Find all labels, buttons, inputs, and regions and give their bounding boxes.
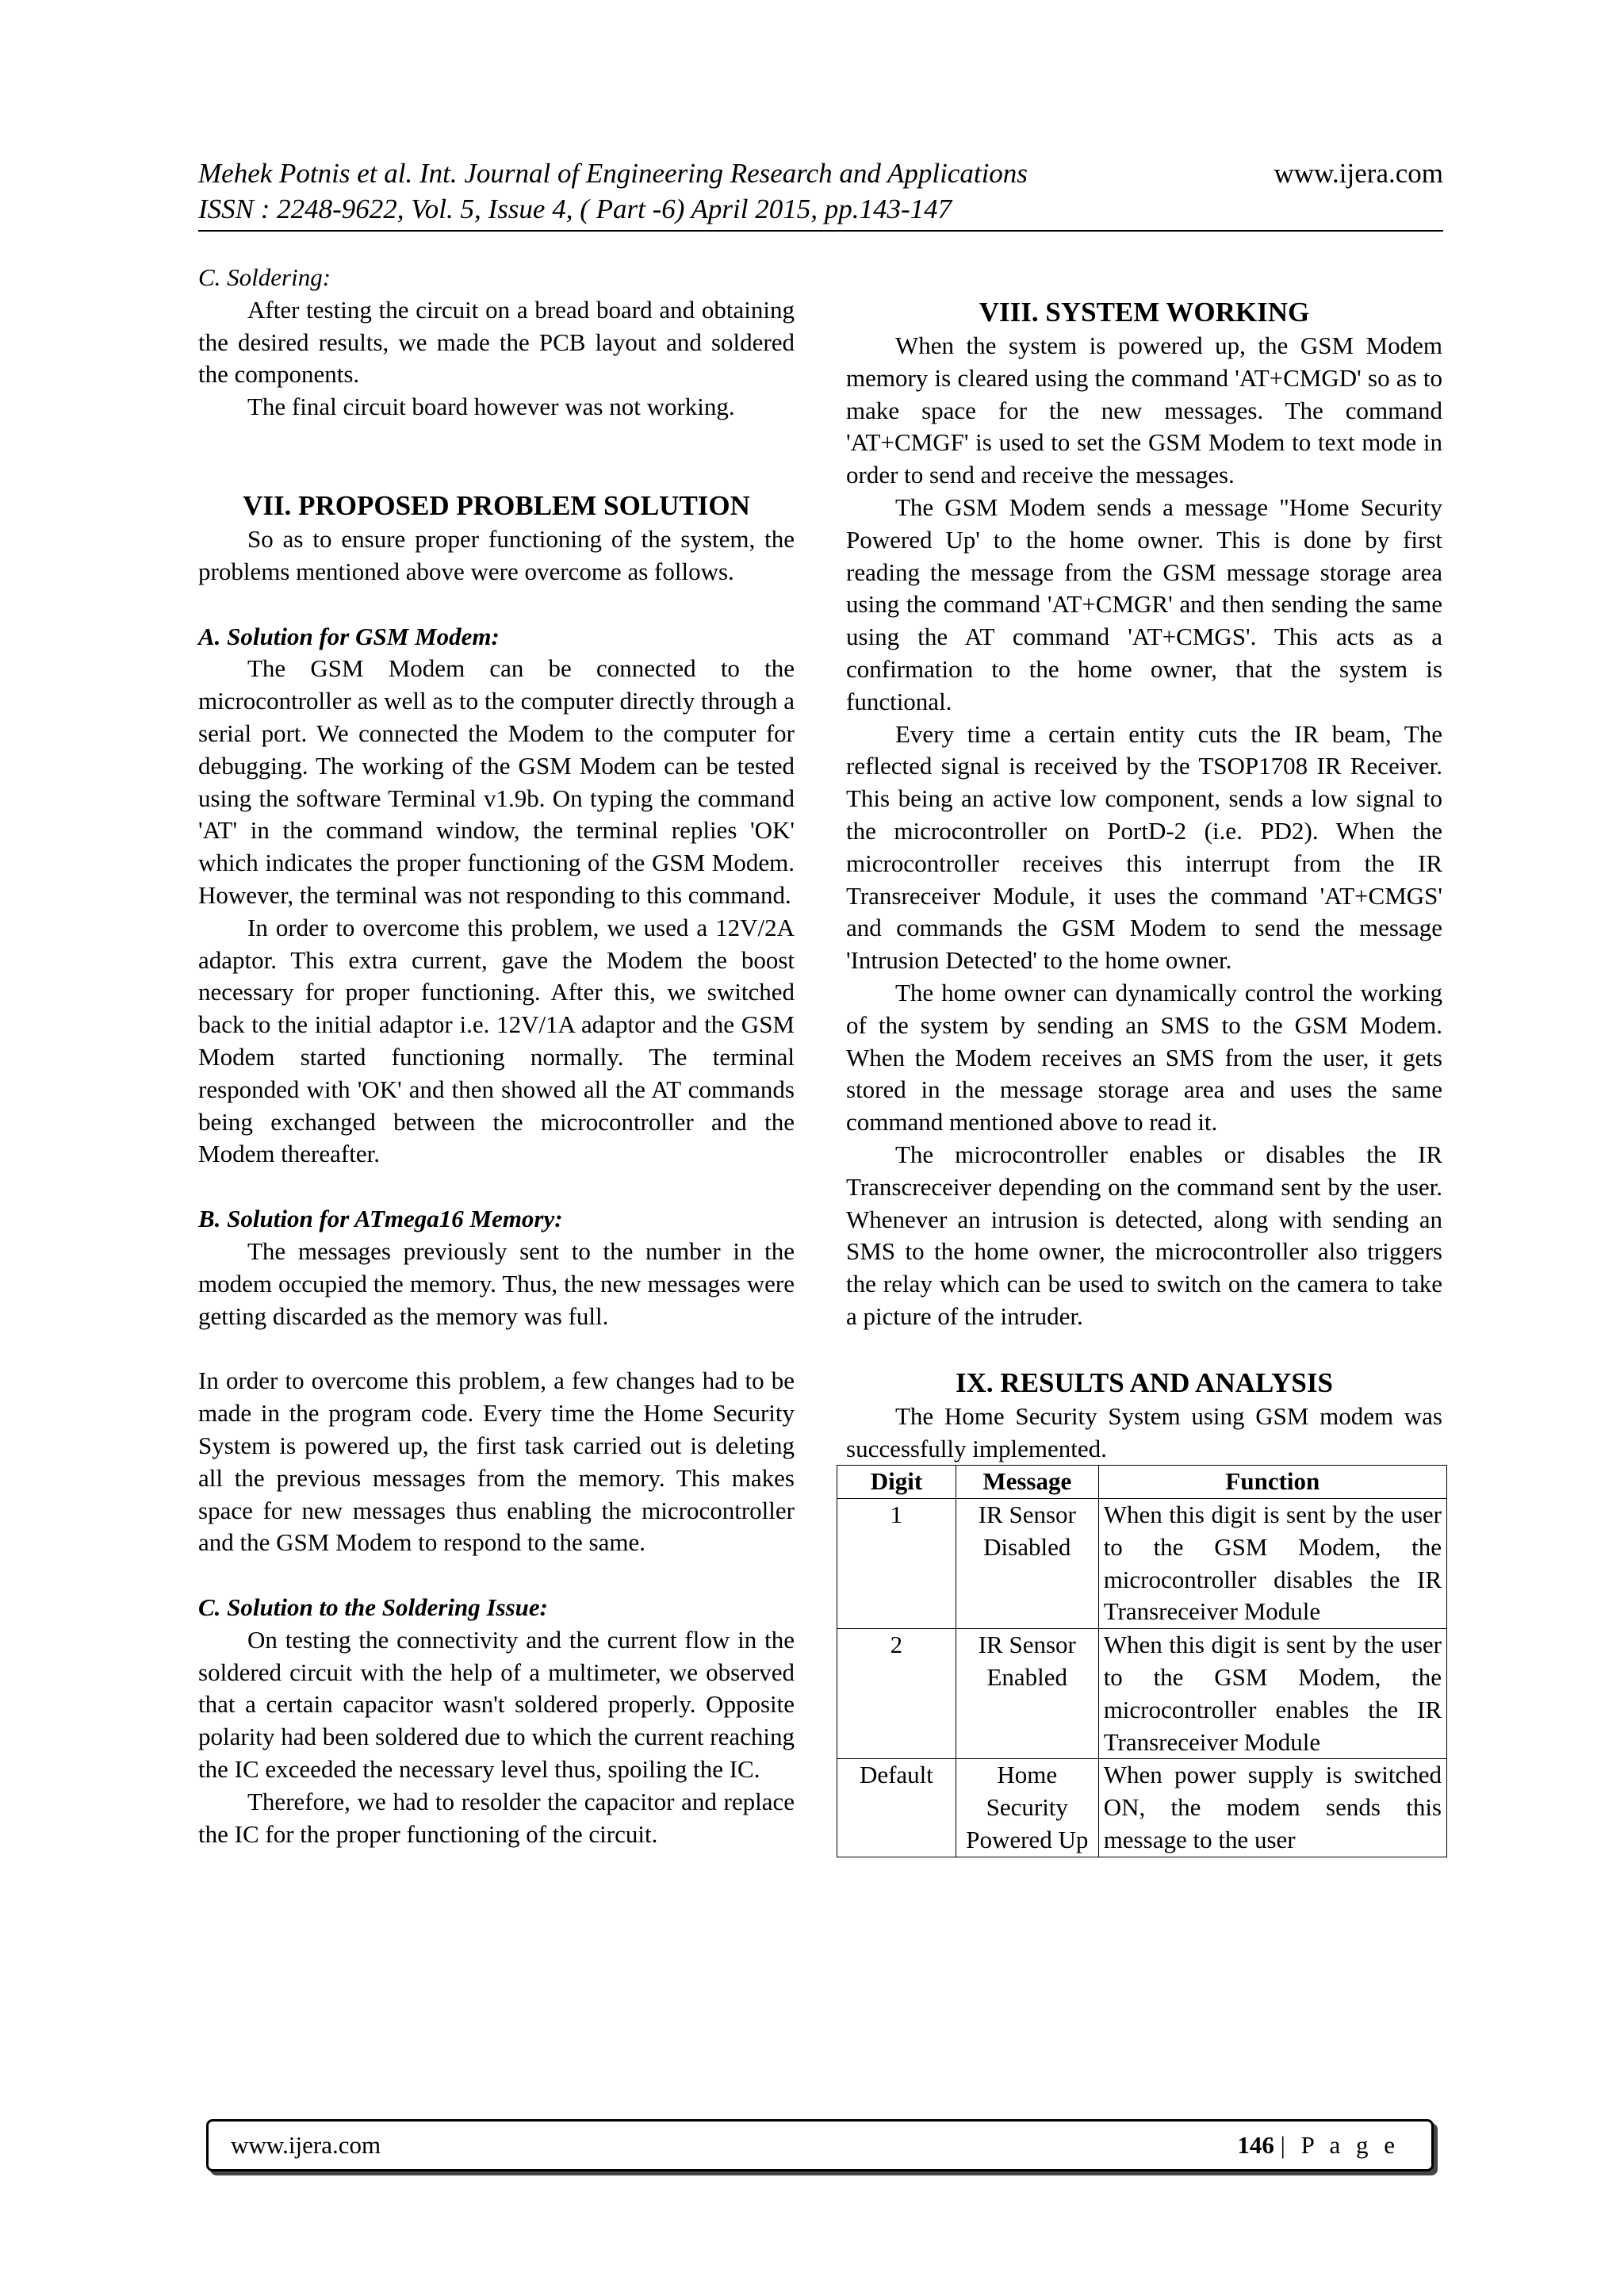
section-8-paragraph-2: The GSM Modem sends a message "Home Security Powered Up' to the home owner. This is done by first reading the message from the GSM message storage area using the command 'AT+CMGR' and then sending the same using the AT command 'AT+CMGS'. This acts as a confirmation to the home owner, that the system is functional. (846, 493, 1442, 715)
section-8-paragraph-5: The microcontroller enables or disables the IR Transcreceiver depending on the command sent by the user. Whenever an intrusion is detected, along with sending an SMS to the home owner, the microcontroller also triggers the relay which can be used to switch on the camera to take a picture of the intruder. (846, 1140, 1442, 1330)
page-number: 146 (1237, 2131, 1274, 2159)
table-header-cell: Digit (837, 1466, 956, 1499)
subsection-a-heading: A. Solution for GSM Modem: (198, 622, 500, 650)
section-8-paragraph-3: Every time a certain entity cuts the IR beam, The reflected signal is received by the TSOP1708 IR Receiver. This being an active low component, sends a low signal to the microcontroller on PortD-2 (i.e. PD2). When the microcontroller receives this interrupt from the IR Transreceiver Module, it uses the command 'AT+CMGS' and commands the GSM Modem to send the message 'Intrusion Detected' to the home owner. (846, 719, 1442, 975)
sms-command-table (837, 1465, 1447, 1857)
table-header-row (837, 1466, 1447, 1499)
running-header (198, 155, 1443, 227)
section-8-paragraph-1: When the system is powered up, the GSM Modem memory is cleared using the command 'AT+CMGD' so as to make space for the new messages. The command 'AT+CMGF' is used to set the GSM Modem to text mode in order to send and receive the messages. (846, 332, 1442, 489)
table-row (837, 1759, 1447, 1857)
subsection-c-heading: C. Solution to the Soldering Issue: (198, 1593, 549, 1622)
subsection-b-paragraph-2: In order to overcome this problem, a few changes had to be made in the program code. Every time the Home Security System is powered up, the first task carried out is deleting all the previous messages from the memory. This makes space for new messages thus enabling the microcontroller and the GSM Modem to respond to the same. (198, 1366, 795, 1557)
table-cell-function: When this digit is sent by the user to the GSM Modem, the microcontroller disables the IR Transreceiver Module (1098, 1499, 1446, 1629)
section-7-heading: VII. PROPOSED PROBLEM SOLUTION (243, 489, 750, 521)
journal-citation: Mehek Potnis et al. Int. Journal of Engineering Research and Applications (198, 158, 1028, 189)
left-column (198, 262, 795, 1850)
subsection-b-paragraph-1: The messages previously sent to the number in the modem occupied the memory. Thus, the new messages were getting discarded as the memory was full. (198, 1236, 795, 1330)
soldering-paragraph-1: After testing the circuit on a bread board and obtaining the desired results, we made the PCB layout and soldered the components. (198, 295, 795, 389)
section-9-paragraph-1: The Home Security System using GSM modem was successfully implemented. (846, 1401, 1442, 1462)
page-label: | P a g e (1280, 2131, 1400, 2159)
table-header-cell: Function (1098, 1466, 1446, 1499)
table-cell-digit: 1 (837, 1499, 956, 1629)
page-footer (206, 2119, 1434, 2171)
table-cell-digit: Default (837, 1759, 956, 1857)
subsection-a-paragraph-2: In order to overcome this problem, we used a 12V/2A adaptor. This extra current, gave the Modem the boost necessary for proper functioning. After this, we switched back to the initial adaptor i.e. 12V/1A adaptor and the GSM Modem started functioning normally. The terminal responded with 'OK' and then showed all the AT commands being exchanged between the microcontroller and the Modem thereafter. (198, 913, 795, 1168)
subsection-c-paragraph-2: Therefore, we had to resolder the capacitor and replace the IC for the proper functioning of the circuit. (198, 1787, 795, 1848)
table-cell-function: When power supply is switched ON, the modem sends this message to the user (1098, 1759, 1446, 1857)
table-row (837, 1629, 1447, 1759)
right-column (846, 262, 1442, 1857)
subsection-b-heading: B. Solution for ATmega16 Memory: (198, 1205, 563, 1233)
issue-line: ISSN : 2248-9622, Vol. 5, Issue 4, ( Part -6) April 2015, pp.143-147 (198, 194, 952, 224)
section-8-heading: VIII. SYSTEM WORKING (979, 297, 1310, 328)
table-cell-function: When this digit is sent by the user to the GSM Modem, the microcontroller enables the IR Transreceiver Module (1098, 1629, 1446, 1759)
table-cell-message: Home Security Powered Up (956, 1759, 1098, 1857)
section-7-intro: So as to ensure proper functioning of the system, the problems mentioned above were overcome as follows. (198, 524, 795, 585)
table-cell-message: IR Sensor Disabled (956, 1499, 1098, 1629)
table-cell-digit: 2 (837, 1629, 956, 1759)
soldering-subheading: C. Soldering: (198, 263, 331, 291)
table-header-cell: Message (956, 1466, 1098, 1499)
header-website-link[interactable]: www.ijera.com (1274, 158, 1443, 189)
page-number-block (1237, 2131, 1400, 2160)
section-8-paragraph-4: The home owner can dynamically control the working of the system by sending an SMS to the GSM Modem. When the Modem receives an SMS from the user, it gets stored in the message storage area and uses the same command mentioned above to read it. (846, 978, 1442, 1137)
table-row (837, 1499, 1447, 1629)
subsection-a-paragraph-1: The GSM Modem can be connected to the microcontroller as well as to the computer directly through a serial port. We connected the Modem to the computer for debugging. The working of the GSM Modem can be tested using the software Terminal v1.9b. On typing the command 'AT' in the command window, the terminal replies 'OK' which indicates the proper functioning of the GSM Modem. However, the terminal was not responding to this command. (198, 654, 795, 909)
table-cell-message: IR Sensor Enabled (956, 1629, 1098, 1759)
footer-website-link[interactable]: www.ijera.com (231, 2131, 381, 2159)
header-divider (198, 230, 1443, 232)
section-9-heading: IX. RESULTS AND ANALYSIS (956, 1366, 1333, 1398)
subsection-c-paragraph-1: On testing the connectivity and the current flow in the soldered circuit with the help of a multimeter, we observed that a certain capacitor wasn't soldered properly. Opposite polarity had been soldered due to which the current reaching the IC exceeded the necessary level thus, spoiling the IC. (198, 1625, 795, 1784)
soldering-paragraph-2: The final circuit board however was not working. (247, 393, 735, 421)
